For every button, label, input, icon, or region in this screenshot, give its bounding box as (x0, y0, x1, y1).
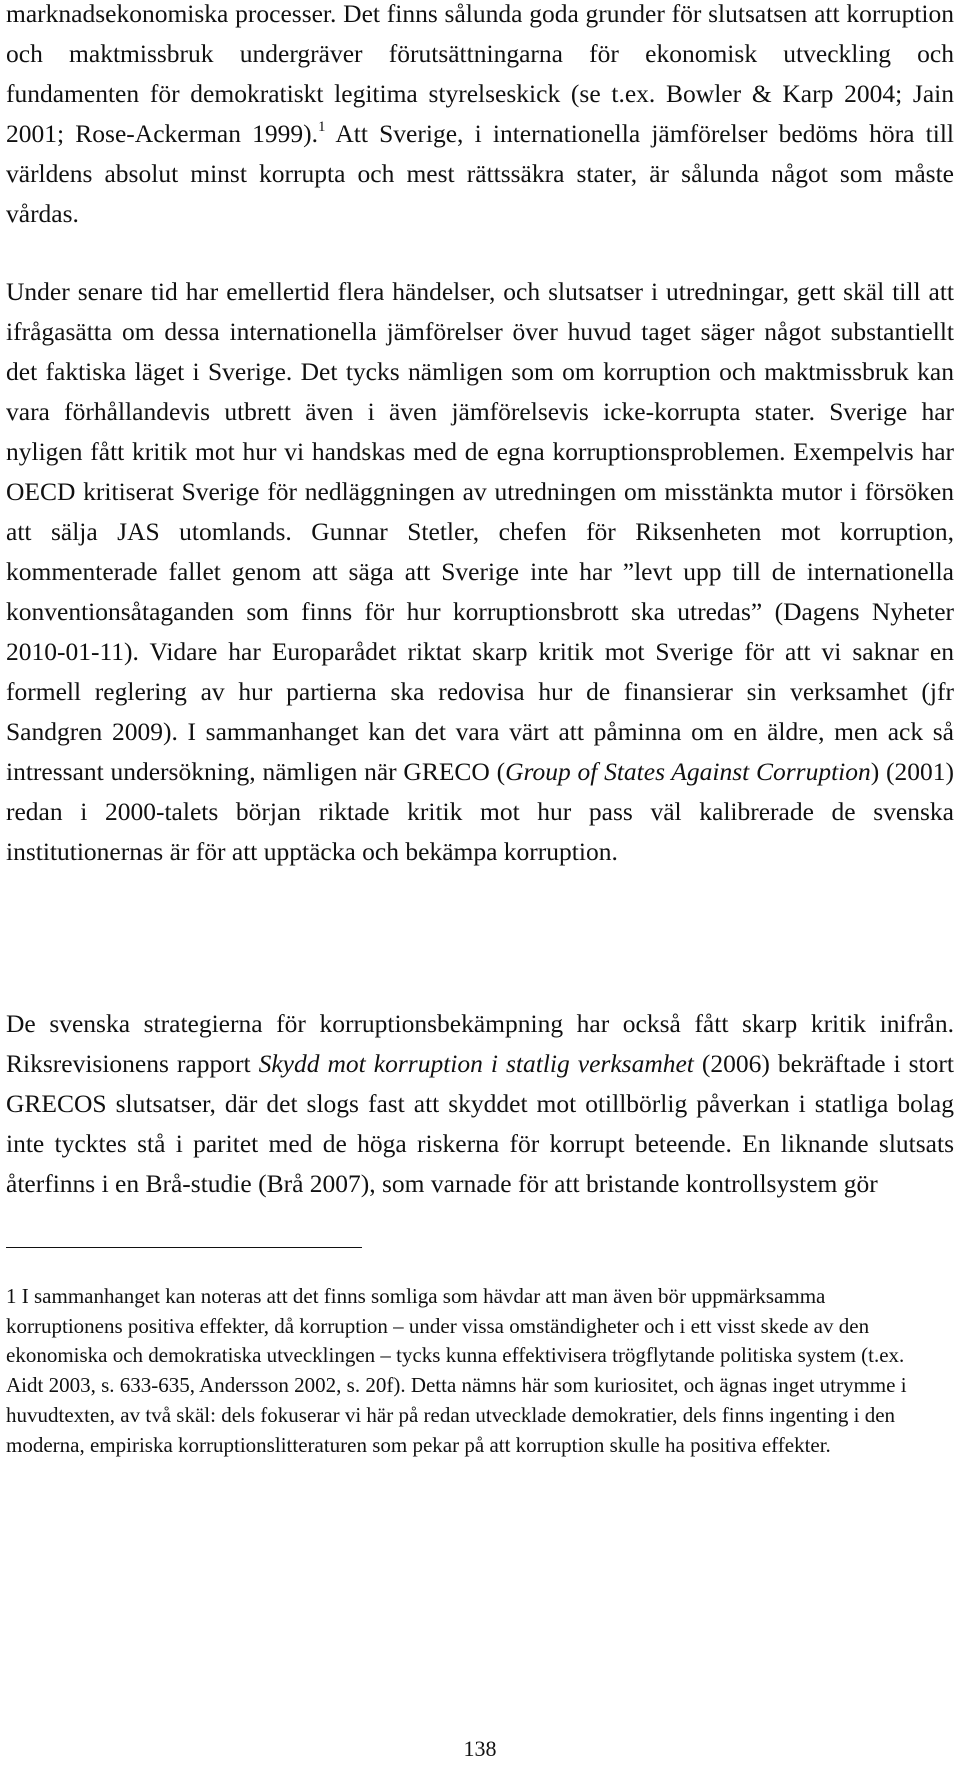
paragraph-2 (6, 272, 954, 872)
paragraph-2-italic-group-name: Group of States Against Corruption (505, 757, 871, 786)
paragraph-1-text-a: marknadsekonomiska processer. Det finns sålunda goda grunder för slutsatsen att korruption och maktmissbruk undergräver förutsättningarna för ekonomisk utveckling och fundamenten för demokratiskt legitima styrelseskick (se t.ex. Bowler & Karp 2004; Jain 2001; Rose-Ackerman 1999). (6, 0, 954, 148)
footnote-divider (6, 1247, 362, 1248)
paragraph-3 (6, 1004, 954, 1204)
paragraph-3-italic-report-title: Skydd mot korruption i statlig verksamhet (258, 1049, 694, 1078)
paragraph-2-text-b: ) (2001) redan i 2000-talets början riktade kritik mot hur pass väl kalibrerade de svenska institutionernas är för att upptäcka och bekämpa korruption. (6, 757, 955, 866)
paragraph-3-text-a: De svenska strategierna för korruptionsbekämpning har också fått skarp kritik inifrån. Riksrevisionens rapport (6, 1009, 954, 1078)
footnote-1 (6, 1282, 924, 1460)
footnote-reference-1[interactable]: 1 (318, 118, 326, 135)
paragraph-1 (6, 0, 954, 234)
paragraph-2-text-a: Under senare tid har emellertid flera händelser, och slutsatser i utredningar, gett skäl till att ifrågasätta om dessa internationella jämförelser över huvud taget säger något substantiellt det faktiska läget i Sverige. Det tycks nämligen som om korruption och maktmissbruk kan vara förhållandevis utbrett även i även jämförelsevis icke-korrupta stater. Sverige har nyligen fått kritik mot hur vi handskas med de egna korruptionsproblemen. Exempelvis har OECD kritiserat Sverige för nedläggningen av utredningen om misstänkta mutor i försöken att sälja JAS utomlands. Gunnar Stetler, chefen för Riksenheten mot korruption, kommenterade fallet genom att säga att Sverige inte har ”levt upp till de internationella konventionsåtaganden som finns för hur korruptionsbrott ska utredas” (Dagens Nyheter 2010-01-11). Vidare har Europarådet riktat skarp kritik mot Sverige för att vi saknar en formell reglering av hur partierna ska redovisa hur de finansierar sin verksamhet (jfr Sandgren 2009). I sammanhanget kan det vara värt att påminna om en äldre, men ack så intressant undersökning, nämligen när GRECO ( (6, 277, 954, 786)
footnote-text: I sammanhanget kan noteras att det finns somliga som hävdar att man även bör uppmärksamma korruptionens positiva effekter, då korruption – under vissa omständigheter och i ett visst skede av den ekonomiska och demokratiska utvecklingen – tycks kunna effektivisera trögflytande politiska system (t.ex. Aidt 2003, s. 633-635, Andersson 2002, s. 20f). Detta nämns här som kuriositet, och ägnas inget utrymme i huvudtexten, av två skäl: dels fokuserar vi här på redan utvecklade demokratier, dels finns ingenting i den moderna, empiriska korruptionslitteraturen som pekar på att korruption skulle ha positiva effekter. (6, 1284, 907, 1457)
paragraph-1-text-b: Att Sverige, i internationella jämförelser bedöms höra till världens absolut minst korrupta och mest rättssäkra stater, är sålunda något som måste vårdas. (6, 119, 955, 228)
paragraph-3-text-b: (2006) bekräftade i stort GRECOS slutsatser, där det slogs fast att skyddet mot otillbörlig påverkan i statliga bolag inte tycktes stå i paritet med de höga riskerna för korrupt beteende. En liknande slutsats återfinns i en Brå-studie (Brå 2007), som varnade för att bristande kontrollsystem gör (6, 1049, 954, 1198)
page-number: 138 (463, 1736, 497, 1761)
footnote-number: 1 (6, 1284, 17, 1308)
